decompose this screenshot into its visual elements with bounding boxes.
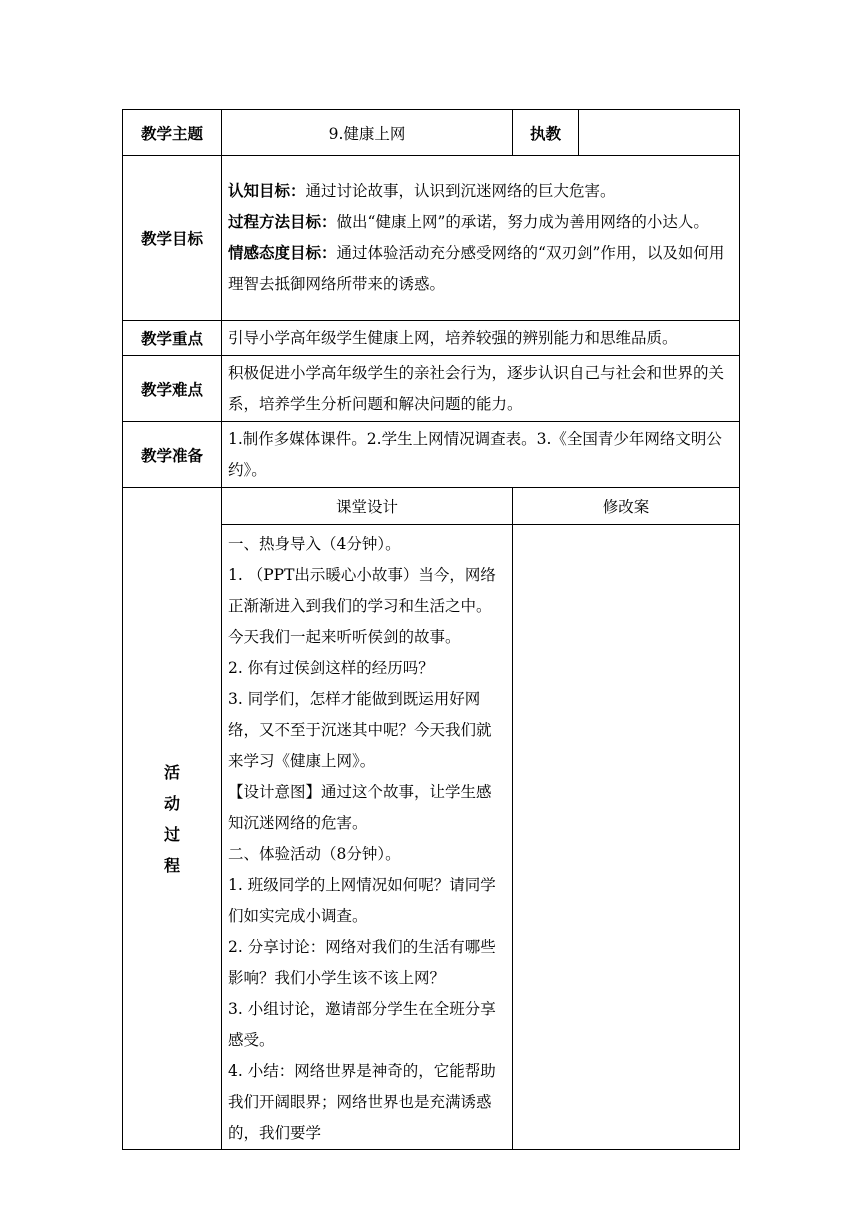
revise-content [513,525,740,1150]
difficulty-label: 教学难点 [123,356,222,422]
goal-emotion-text: 通过体验活动充分感受网络的“双刃剑”作用，以及如何用理智去抵御网络所带来的诱惑。 [228,244,725,293]
activity-label-char: 活 [163,762,180,782]
goal-emotion [228,238,733,300]
design-line: 2. 分享讨论：网络对我们的生活有哪些影响？我们小学生该不该上网？ [228,938,496,987]
activity-label [123,488,222,1150]
goals-label: 教学目标 [123,156,222,321]
goal-cognitive [228,176,733,207]
design-line: 【设计意图】通过这个故事，让学生感知沉迷网络的危害。 [228,783,492,832]
design-line: 3. 同学们，怎样才能做到既运用好网络，又不至于沉迷其中呢？今天我们就来学习《健康上网》。 [228,690,492,770]
goal-emotion-head: 情感态度目标： [228,244,337,262]
activity-label-char: 过 [163,824,180,844]
design-header: 课堂设计 [222,488,513,525]
design-line: 3. 小组讨论，邀请部分学生在全班分享感受。 [228,1000,496,1049]
design-line: 1. 班级同学的上网情况如何呢？请同学们如实完成小调查。 [228,876,496,925]
activity-header-row [123,488,740,525]
design-line: 2. 你有过侯剑这样的经历吗？ [228,659,434,677]
lesson-plan-table [122,109,740,1150]
preparation-row [123,422,740,488]
teacher-value [579,110,740,156]
goal-process-text: 做出“健康上网”的承诺，努力成为善用网络的小达人。 [336,213,709,231]
topic-label: 教学主题 [123,110,222,156]
design-line: 4. 小结：网络世界是神奇的，它能帮助我们开阔眼界；网络世界也是充满诱惑的，我们要学 [228,1062,496,1142]
topic-value: 9.健康上网 [222,110,513,156]
preparation-text: 1.制作多媒体课件。2.学生上网情况调查表。3.《全国青少年网络文明公约》。 [222,422,740,488]
key-point-label: 教学重点 [123,321,222,356]
difficulty-text: 积极促进小学高年级学生的亲社会行为，逐步认识自己与社会和世界的关系，培养学生分析问题和解决问题的能力。 [222,356,740,422]
goals-row [123,156,740,321]
design-line: 1. （PPT出示暖心小故事）当今，网络正渐渐进入到我们的学习和生活之中。今天我们一起来听听侯剑的故事。 [228,566,496,646]
design-content [222,525,513,1150]
preparation-label: 教学准备 [123,422,222,488]
goal-process [228,207,733,238]
key-point-text: 引导小学高年级学生健康上网，培养较强的辨别能力和思维品质。 [222,321,740,356]
topic-row [123,110,740,156]
activity-label-char: 程 [163,855,180,875]
goals-content [222,156,740,321]
difficulty-row [123,356,740,422]
revise-header: 修改案 [513,488,740,525]
design-line: 一、热身导入（4分钟）。 [228,535,401,553]
design-line: 二、体验活动（8分钟）。 [228,845,401,863]
goal-cognitive-text: 通过讨论故事，认识到沉迷网络的巨大危害。 [305,182,616,200]
activity-label-char: 动 [163,793,180,813]
key-point-row [123,321,740,356]
goal-process-head: 过程方法目标： [228,213,337,231]
goal-cognitive-head: 认知目标： [228,182,306,200]
teacher-label: 执教 [513,110,579,156]
